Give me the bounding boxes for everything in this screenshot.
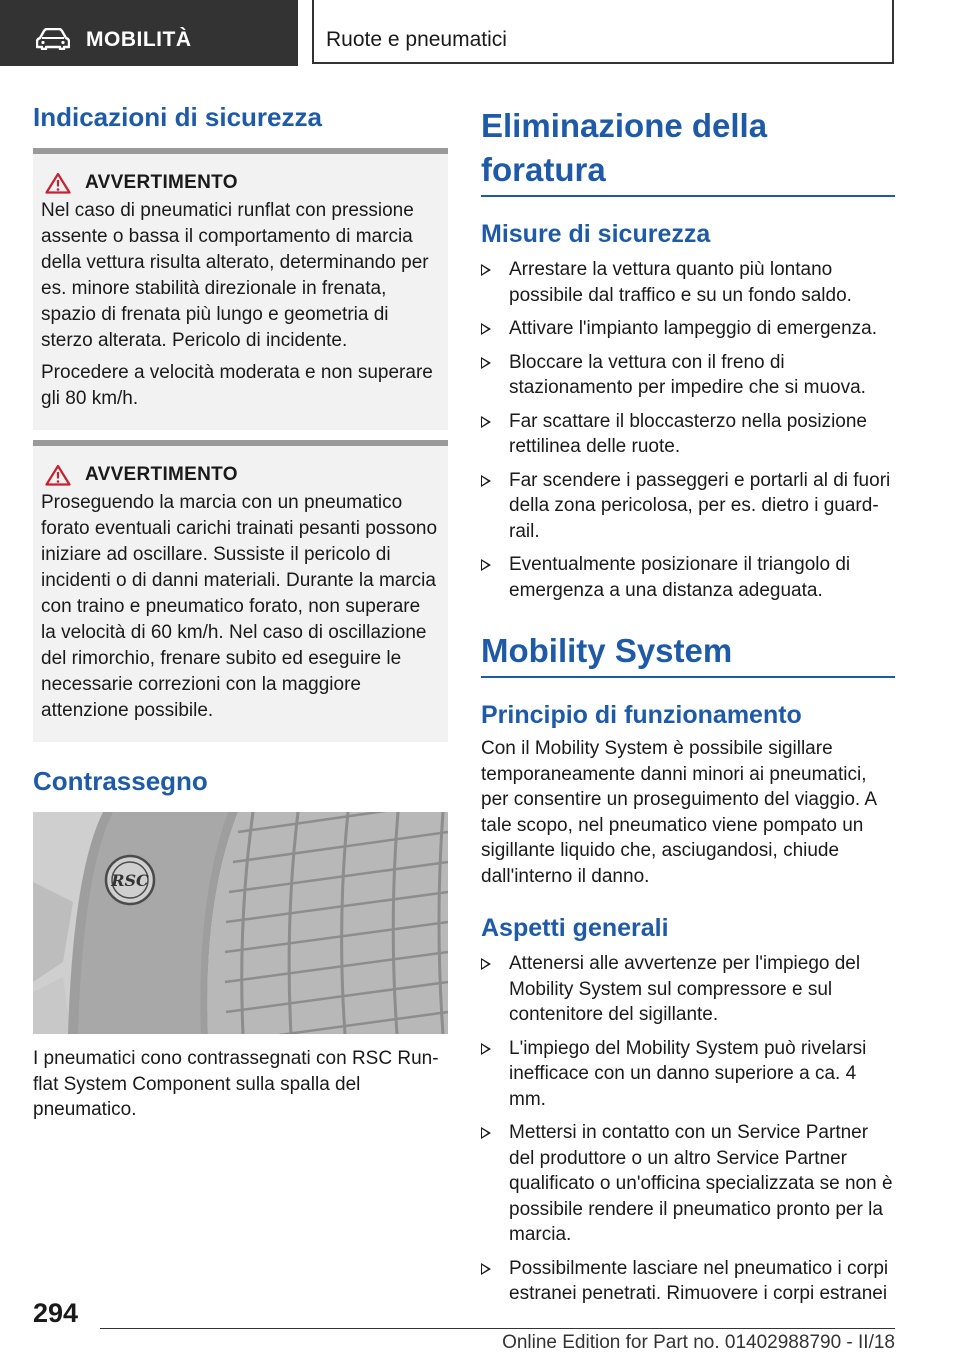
measures-list (481, 257, 895, 603)
left-column (33, 100, 448, 1123)
puncture-heading: Eliminazione della foratura (481, 104, 895, 197)
warning-title: AVVERTIMENTO (85, 172, 238, 193)
warning-triangle-icon (45, 172, 71, 194)
principle-text: Con il Mobility System è possibile sigillare temporaneamente danni minori ai pneumatici, per consentire un proseguimento del viaggio. A tale scopo, nel pneumatico viene pompato un sigillante liquido che, asciugandosi, chiude dall'interno il danno. (481, 738, 877, 887)
section-label: MOBILITÀ (86, 28, 192, 51)
edition-text: Online Edition for Part no. 01402988790 - II/18 (502, 1332, 895, 1353)
triangle-bullet-icon (481, 475, 491, 487)
safety-heading: Indicazioni di sicurezza (33, 102, 322, 132)
triangle-bullet-icon (481, 1127, 491, 1139)
triangle-bullet-icon (481, 416, 491, 428)
list-item: Far scattare il bloccasterzo nella posizione rettilinea delle ruote. (481, 409, 895, 460)
list-item: Far scendere i passeggeri e portarli al di fuori della zona pericolosa, per es. dietro i guard-rail. (481, 468, 895, 545)
triangle-bullet-icon (481, 958, 491, 970)
mobility-system-heading: Mobility System (481, 629, 895, 678)
list-item: Eventualmente posizionare il triangolo di emergenza a una distanza adeguata. (481, 552, 895, 603)
warning-box-runflat (33, 148, 448, 430)
list-item: Possibilmente lasciare nel pneumatico i corpi estranei penetrati. Rimuovere i corpi estranei (481, 1256, 895, 1307)
list-item: Attivare l'impianto lampeggio di emergenza. (481, 316, 895, 342)
car-icon (36, 28, 70, 50)
warning-text: Procedere a velocità moderata e non superare gli 80 km/h. (41, 362, 433, 409)
triangle-bullet-icon (481, 264, 491, 276)
general-list (481, 951, 895, 1307)
page-header (0, 0, 960, 66)
list-item: Arrestare la vettura quanto più lontano possibile dal traffico e su un fondo saldo. (481, 257, 895, 308)
marking-text: I pneumatici cono contrassegnati con RSC Run-flat System Component sulla spalla del pneumatico. (33, 1048, 439, 1120)
tire-sidewall-illustration (33, 812, 448, 1034)
page-footer (0, 1290, 960, 1362)
section-tab (0, 0, 298, 66)
warning-text: Proseguendo la marcia con un pneumatico forato eventuali carichi trainati pesanti possono iniziare ad oscillare. Sussiste il pericolo di incidenti o di danni materiali. Durante la marcia con traino e pneumatico forato, non superare la velocità di 60 km/h. Nel caso di oscillazione del rimorchio, frenare subito ed eseguire le necessarie correzioni con la maggiore attenzione possibile. (41, 492, 438, 721)
triangle-bullet-icon (481, 323, 491, 335)
triangle-bullet-icon (481, 559, 491, 571)
triangle-bullet-icon (481, 1263, 491, 1275)
chapter-box (312, 0, 894, 64)
warning-title: AVVERTIMENTO (85, 464, 238, 485)
rsc-badge-text: RSC (111, 871, 149, 890)
right-column (481, 100, 895, 1315)
footer-divider (100, 1328, 895, 1329)
measures-heading: Misure di sicurezza (481, 220, 711, 248)
warning-triangle-icon (45, 464, 71, 486)
list-item: Attenersi alle avvertenze per l'impiego del Mobility System sul compressore e sul contenitore del sigillante. (481, 951, 895, 1028)
warning-header (41, 170, 440, 196)
list-item: Mettersi in contatto con un Service Partner del produttore o un altro Service Partner qualificato o un'officina specializzata se non è possibile rendere il pneumatico pronto per la marcia. (481, 1120, 895, 1248)
warning-text: Nel caso di pneumatici runflat con pressione assente o bassa il comportamento di marcia della vettura risulta alterato, determinando per es. minore stabilità direzionale in frenata, spazio di frenata più lungo e geometria di sterzo alterata. Pericolo di incidente. (41, 200, 429, 351)
warning-box-trailer (33, 440, 448, 742)
list-item: Bloccare la vettura con il freno di stazionamento per impedire che si muova. (481, 350, 895, 401)
list-item: L'impiego del Mobility System può rivelarsi inefficace con un danno superiore a ca. 4 mm. (481, 1036, 895, 1113)
general-heading: Aspetti generali (481, 914, 669, 942)
triangle-bullet-icon (481, 357, 491, 369)
triangle-bullet-icon (481, 1043, 491, 1055)
marking-heading: Contrassegno (33, 766, 208, 796)
chapter-label: Ruote e pneumatici (326, 28, 507, 51)
page-number: 294 (33, 1298, 79, 1328)
principle-heading: Principio di funzionamento (481, 701, 802, 729)
warning-header (41, 462, 440, 488)
